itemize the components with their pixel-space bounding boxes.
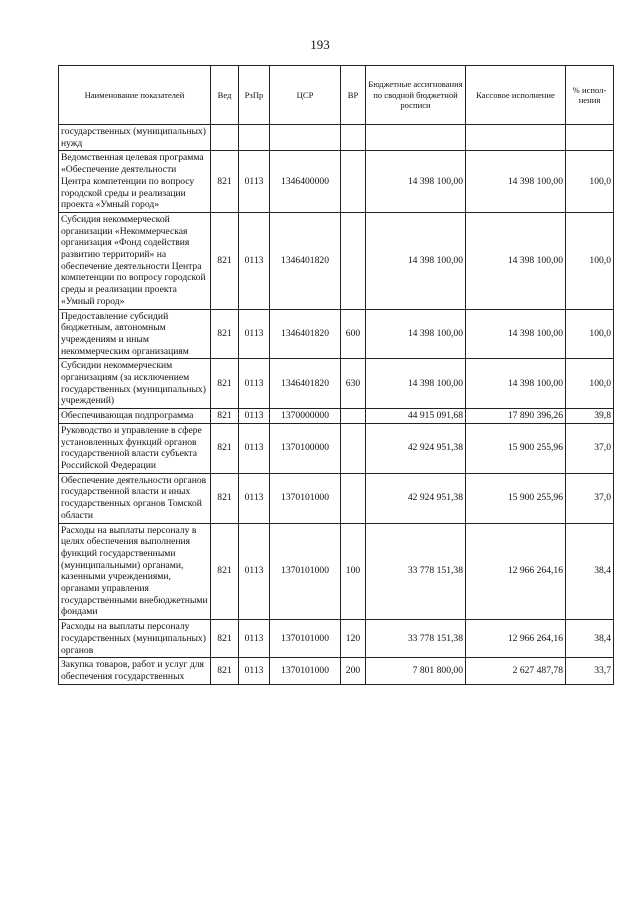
row-csr: 1370101000 — [270, 523, 341, 620]
row-cash — [466, 125, 566, 151]
header-cash: Кассовое исполнение — [466, 66, 566, 125]
row-csr: 1370100000 — [270, 423, 341, 473]
row-ved: 821 — [211, 423, 239, 473]
row-ved — [211, 125, 239, 151]
row-plan: 42 924 951,38 — [366, 473, 466, 523]
row-pct: 100,0 — [566, 359, 614, 409]
table-row — [59, 658, 614, 684]
row-vr — [341, 125, 366, 151]
row-cash: 17 890 396,26 — [466, 409, 566, 424]
header-rzpr: РзПр — [239, 66, 270, 125]
row-csr: 1346401820 — [270, 212, 341, 309]
row-rzpr: 0113 — [239, 212, 270, 309]
table-row — [59, 423, 614, 473]
row-csr: 1370101000 — [270, 658, 341, 684]
row-vr — [341, 473, 366, 523]
row-ved: 821 — [211, 658, 239, 684]
table-row — [59, 409, 614, 424]
row-ved: 821 — [211, 523, 239, 620]
row-name: Закупка товаров, работ и услуг для обеспечения государственных — [59, 658, 211, 684]
header-vr: ВР — [341, 66, 366, 125]
row-plan: 33 778 151,38 — [366, 620, 466, 658]
row-vr: 100 — [341, 523, 366, 620]
page-number: 193 — [310, 37, 330, 52]
table-row — [59, 359, 614, 409]
table-row — [59, 125, 614, 151]
row-rzpr: 0113 — [239, 151, 270, 213]
table-row — [59, 309, 614, 359]
row-pct: 39,8 — [566, 409, 614, 424]
row-ved: 821 — [211, 409, 239, 424]
row-pct: 38,4 — [566, 620, 614, 658]
row-vr — [341, 409, 366, 424]
table-row — [59, 523, 614, 620]
row-vr — [341, 423, 366, 473]
row-pct: 38,4 — [566, 523, 614, 620]
row-csr: 1346401820 — [270, 309, 341, 359]
row-ved: 821 — [211, 620, 239, 658]
table-row — [59, 620, 614, 658]
row-name: Руководство и управление в сфере установленных функций органов государственной власти субъекта Российской Федерации — [59, 423, 211, 473]
row-vr — [341, 151, 366, 213]
table-row — [59, 473, 614, 523]
row-cash: 14 398 100,00 — [466, 359, 566, 409]
row-name: государственных (муниципальных) нужд — [59, 125, 211, 151]
row-ved: 821 — [211, 151, 239, 213]
header-ved: Вед — [211, 66, 239, 125]
budget-execution-table — [58, 65, 614, 685]
row-cash: 2 627 487,78 — [466, 658, 566, 684]
row-name: Расходы на выплаты персоналу в целях обеспечения выполнения функций государственными (муниципальными) органами, казенными учреждениями, органами управления государственными внебюджетными фондами — [59, 523, 211, 620]
row-plan: 14 398 100,00 — [366, 309, 466, 359]
row-csr: 1370101000 — [270, 473, 341, 523]
row-vr: 630 — [341, 359, 366, 409]
row-vr: 600 — [341, 309, 366, 359]
row-csr — [270, 125, 341, 151]
row-pct: 37,0 — [566, 423, 614, 473]
row-rzpr — [239, 125, 270, 151]
row-vr: 120 — [341, 620, 366, 658]
header-plan: Бюджетные ассигнования по сводной бюджетной росписи — [366, 66, 466, 125]
header-pct: % испол-нения — [566, 66, 614, 125]
row-rzpr: 0113 — [239, 309, 270, 359]
row-pct: 100,0 — [566, 151, 614, 213]
table-row — [59, 151, 614, 213]
row-cash: 15 900 255,96 — [466, 423, 566, 473]
row-rzpr: 0113 — [239, 473, 270, 523]
row-pct: 33,7 — [566, 658, 614, 684]
header-csr: ЦСР — [270, 66, 341, 125]
row-cash: 12 966 264,16 — [466, 523, 566, 620]
header-name: Наименование показателей — [59, 66, 211, 125]
row-cash: 12 966 264,16 — [466, 620, 566, 658]
table-row — [59, 212, 614, 309]
row-rzpr: 0113 — [239, 359, 270, 409]
row-name: Предоставление субсидий бюджетным, автономным учреждениям и иным некоммерческим организациям — [59, 309, 211, 359]
row-plan: 33 778 151,38 — [366, 523, 466, 620]
row-csr: 1370000000 — [270, 409, 341, 424]
row-cash: 14 398 100,00 — [466, 309, 566, 359]
row-ved: 821 — [211, 359, 239, 409]
row-vr: 200 — [341, 658, 366, 684]
row-csr: 1346400000 — [270, 151, 341, 213]
row-ved: 821 — [211, 473, 239, 523]
row-plan: 14 398 100,00 — [366, 151, 466, 213]
row-rzpr: 0113 — [239, 658, 270, 684]
row-pct: 37,0 — [566, 473, 614, 523]
row-csr: 1346401820 — [270, 359, 341, 409]
row-plan: 44 915 091,68 — [366, 409, 466, 424]
row-cash: 14 398 100,00 — [466, 212, 566, 309]
row-name: Расходы на выплаты персоналу государственных (муниципальных) органов — [59, 620, 211, 658]
row-name: Обеспечивающая подпрограмма — [59, 409, 211, 424]
row-ved: 821 — [211, 309, 239, 359]
row-plan: 14 398 100,00 — [366, 359, 466, 409]
row-vr — [341, 212, 366, 309]
table-header-row — [59, 66, 614, 125]
row-cash: 15 900 255,96 — [466, 473, 566, 523]
row-name: Субсидия некоммерческой организации «Некоммерческая организация «Фонд содействия развитию территорий» на обеспечение деятельности Центра компетенции по вопросу городской среды и реализации проекта «Умный город» — [59, 212, 211, 309]
row-name: Обеспечение деятельности органов государственной власти и иных государственных органов Томской области — [59, 473, 211, 523]
row-cash: 14 398 100,00 — [466, 151, 566, 213]
row-csr: 1370101000 — [270, 620, 341, 658]
row-rzpr: 0113 — [239, 620, 270, 658]
row-rzpr: 0113 — [239, 523, 270, 620]
row-plan: 14 398 100,00 — [366, 212, 466, 309]
row-pct — [566, 125, 614, 151]
row-ved: 821 — [211, 212, 239, 309]
row-name: Ведомственная целевая программа «Обеспечение деятельности Центра компетенции по вопросу городской среды и реализации проекта «Умный город» — [59, 151, 211, 213]
row-plan: 7 801 800,00 — [366, 658, 466, 684]
row-plan: 42 924 951,38 — [366, 423, 466, 473]
row-pct: 100,0 — [566, 212, 614, 309]
row-rzpr: 0113 — [239, 423, 270, 473]
row-rzpr: 0113 — [239, 409, 270, 424]
row-pct: 100,0 — [566, 309, 614, 359]
row-name: Субсидии некоммерческим организациям (за исключением государственных (муниципальных) учреждений) — [59, 359, 211, 409]
row-plan — [366, 125, 466, 151]
